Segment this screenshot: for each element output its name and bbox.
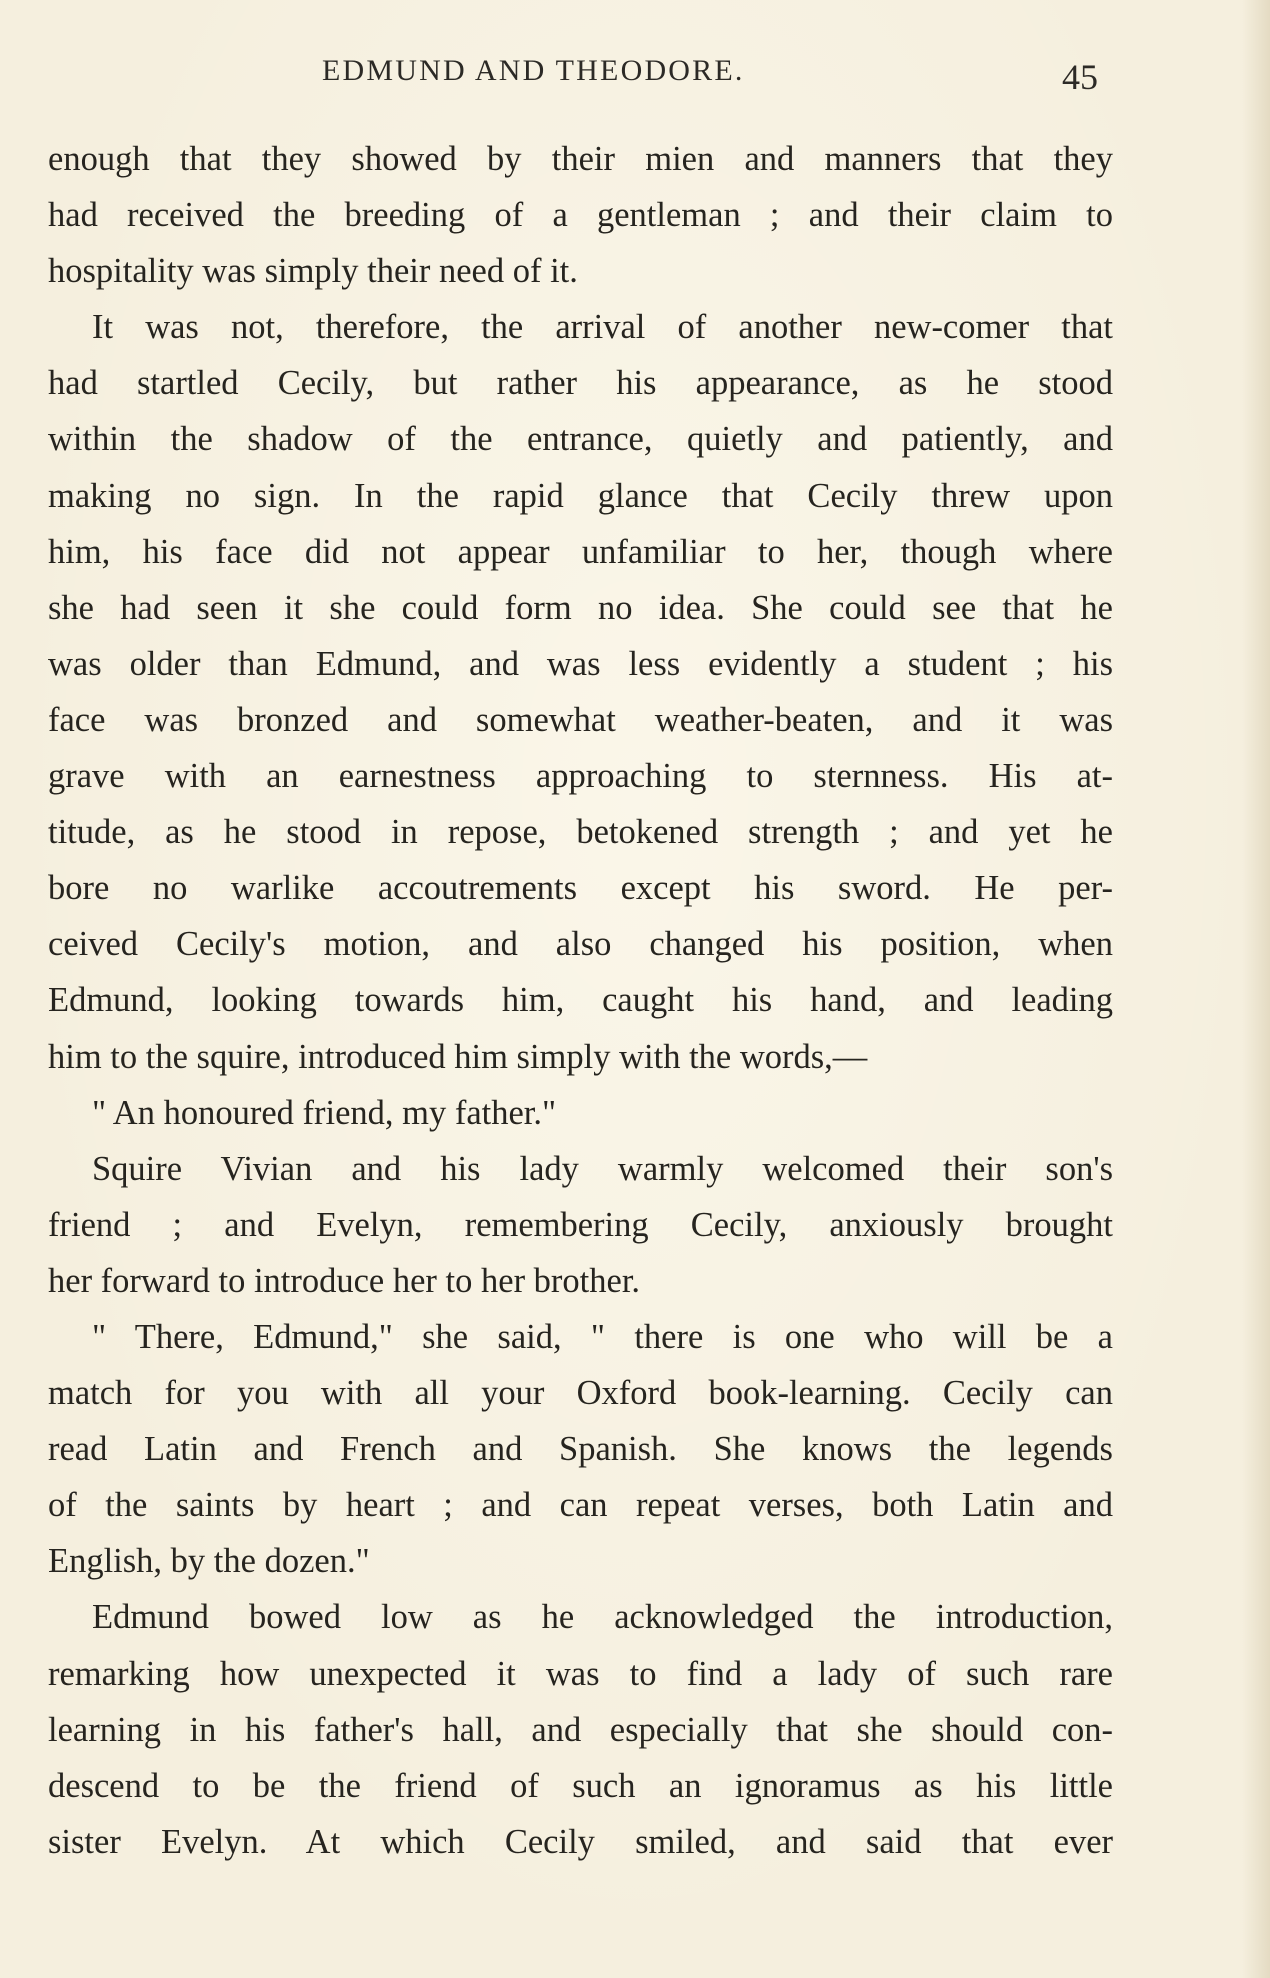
text-line: sister Evelyn. At which Cecily smiled, and said that ever (48, 1822, 1113, 1861)
text-line: learning in his father's hall, and especially that she should con- (48, 1710, 1113, 1749)
text-line: Squire Vivian and his lady warmly welcomed their son's (92, 1149, 1113, 1188)
text-line: remarking how unexpected it was to find a lady of such rare (48, 1654, 1113, 1693)
text-line: face was bronzed and somewhat weather-beaten, and it was (48, 700, 1113, 739)
text-line: friend ; and Evelyn, remembering Cecily, anxiously brought (48, 1205, 1113, 1244)
running-title: EDMUND AND THEODORE. (322, 54, 745, 87)
text-line: Edmund bowed low as he acknowledged the introduction, (92, 1598, 1113, 1637)
text-line: making no sign. In the rapid glance that Cecily threw upon (48, 476, 1113, 515)
text-line: bore no warlike accoutrements except his sword. He per- (48, 869, 1113, 908)
text-line: of the saints by heart ; and can repeat verses, both Latin and (48, 1486, 1113, 1525)
text-line: hospitality was simply their need of it. (48, 252, 578, 291)
text-line: had startled Cecily, but rather his appearance, as he stood (48, 364, 1113, 403)
text-line: read Latin and French and Spanish. She knows the legends (48, 1430, 1113, 1469)
text-line: descend to be the friend of such an ignoramus as his little (48, 1766, 1113, 1805)
text-line: had received the breeding of a gentleman ; and their claim to (48, 196, 1113, 235)
text-line: match for you with all your Oxford book-learning. Cecily can (48, 1374, 1113, 1413)
body-text (48, 131, 1113, 1870)
text-line: " There, Edmund," she said, " there is one who will be a (92, 1317, 1113, 1356)
page-edge-shadow (1242, 0, 1270, 1978)
text-line: Edmund, looking towards him, caught his hand, and leading (48, 981, 1113, 1020)
text-line: was older than Edmund, and was less evidently a student ; his (48, 644, 1113, 683)
page-number: 45 (1062, 57, 1098, 97)
text-line: titude, as he stood in repose, betokened strength ; and yet he (48, 813, 1113, 852)
text-line: enough that they showed by their mien and manners that they (48, 140, 1113, 178)
text-line: grave with an earnestness approaching to sternness. His at- (48, 757, 1113, 796)
text-line: English, by the dozen." (48, 1542, 370, 1581)
text-line: him, his face did not appear unfamiliar to her, though where (48, 532, 1113, 571)
text-line: ceived Cecily's motion, and also changed his position, when (48, 925, 1113, 964)
text-line: she had seen it she could form no idea. She could see that he (48, 588, 1113, 627)
text-line: It was not, therefore, the arrival of another new-comer that (92, 308, 1113, 347)
text-line: him to the squire, introduced him simply with the words,— (48, 1037, 868, 1076)
text-line: within the shadow of the entrance, quietly and patiently, and (48, 420, 1113, 459)
text-line: her forward to introduce her to her brother. (48, 1261, 641, 1300)
text-line: " An honoured friend, my father." (92, 1093, 557, 1132)
